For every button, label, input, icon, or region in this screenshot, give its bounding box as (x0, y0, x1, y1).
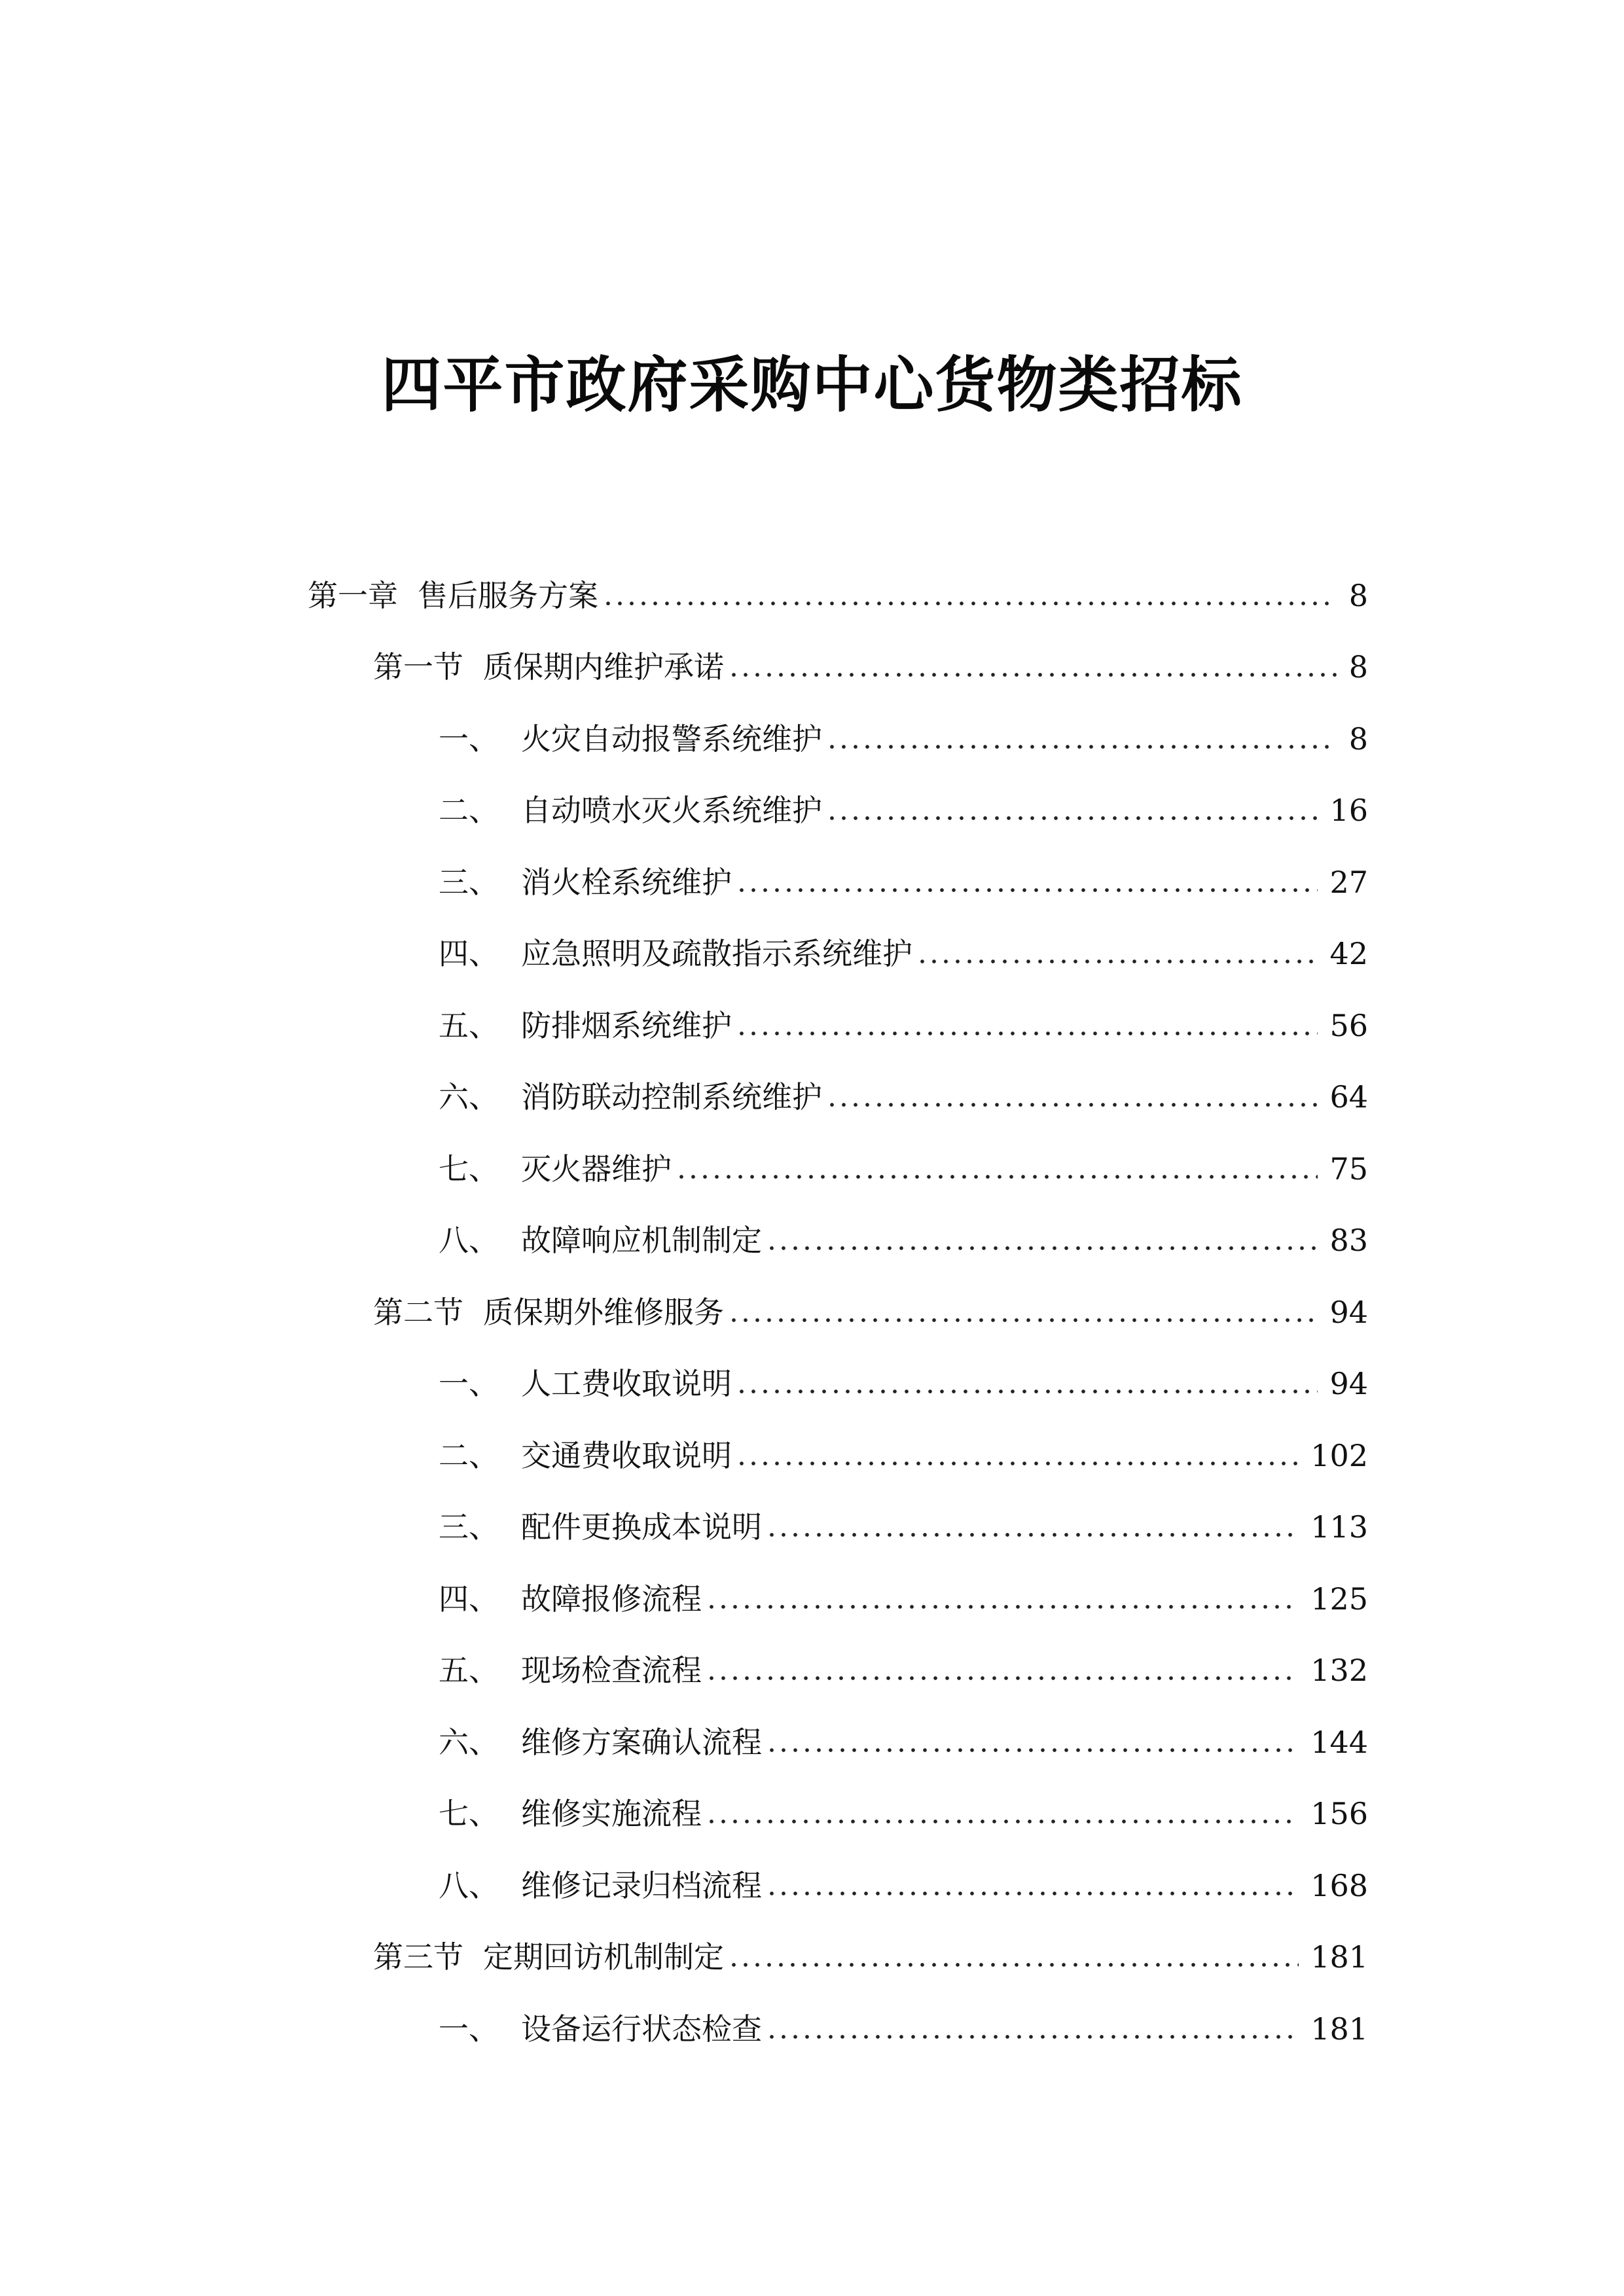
toc-entry-number: 二、 (439, 1437, 499, 1473)
toc-dot-leader (766, 1890, 1299, 1897)
toc-entry-level-3[interactable] (308, 1993, 1368, 2065)
toc-dot-leader (602, 600, 1337, 607)
toc-dot-leader (706, 1818, 1299, 1825)
toc-page-number: 16 (1329, 793, 1368, 829)
toc-entry-number: 六、 (439, 1724, 499, 1760)
toc-entry-level-2[interactable] (308, 1922, 1368, 1994)
toc-entry-number: 一、 (439, 721, 499, 757)
toc-entry-level-3[interactable] (308, 1062, 1368, 1134)
toc-entry-level-3[interactable] (308, 846, 1368, 918)
toc-dot-leader (826, 815, 1318, 821)
toc-entry-number: 第三节 (373, 1939, 463, 1975)
toc-entry-level-3[interactable] (308, 1492, 1368, 1564)
toc-entry-number: 一、 (439, 2011, 499, 2047)
toc-dot-leader (736, 887, 1318, 893)
toc-entry-title: 售后服务方案 (418, 577, 598, 613)
toc-dot-leader (736, 1460, 1299, 1467)
toc-page-number: 83 (1329, 1223, 1368, 1259)
toc-entry-title: 故障报修流程 (521, 1581, 702, 1617)
toc-dot-leader (728, 1962, 1299, 1968)
toc-entry-level-2[interactable] (308, 632, 1368, 704)
toc-dot-leader (676, 1174, 1318, 1180)
toc-entry-number: 二、 (439, 793, 499, 829)
toc-entry-title: 人工费收取说明 (521, 1366, 732, 1402)
toc-entry-title: 应急照明及疏散指示系统维护 (521, 936, 912, 972)
toc-page-number: 75 (1329, 1151, 1368, 1187)
toc-entry-number: 七、 (439, 1151, 499, 1187)
toc-page-number: 94 (1329, 1294, 1368, 1330)
toc-page-number: 8 (1348, 649, 1368, 685)
toc-page-number: 42 (1329, 936, 1368, 972)
toc-dot-leader (736, 1388, 1318, 1395)
toc-entry-title: 质保期内维护承诺 (483, 649, 724, 685)
toc-entry-title: 防排烟系统维护 (521, 1007, 732, 1043)
toc-entry-title: 火灾自动报警系统维护 (521, 721, 822, 757)
toc-entry-title: 消防联动控制系统维护 (521, 1079, 822, 1115)
toc-entry-level-3[interactable] (308, 990, 1368, 1062)
toc-page-number: 181 (1310, 1939, 1368, 1975)
toc-entry-level-3[interactable] (308, 775, 1368, 847)
toc-page-number: 156 (1310, 1796, 1368, 1832)
table-of-contents (308, 560, 1368, 2065)
toc-entry-level-3[interactable] (308, 1778, 1368, 1850)
toc-page-number: 56 (1329, 1007, 1368, 1043)
toc-dot-leader (766, 2034, 1299, 2040)
toc-dot-leader (916, 958, 1318, 965)
toc-entry-level-3[interactable] (308, 703, 1368, 775)
toc-entry-number: 八、 (439, 1223, 499, 1259)
toc-entry-level-3[interactable] (308, 1420, 1368, 1492)
toc-entry-title: 灭火器维护 (521, 1151, 672, 1187)
toc-entry-title: 交通费收取说明 (521, 1437, 732, 1473)
toc-page-number: 8 (1348, 577, 1368, 613)
toc-entry-title: 配件更换成本说明 (521, 1509, 762, 1545)
toc-page-number: 64 (1329, 1079, 1368, 1115)
toc-entry-number: 四、 (439, 936, 499, 972)
toc-entry-number: 七、 (439, 1796, 499, 1832)
toc-entry-level-2[interactable] (308, 1276, 1368, 1348)
toc-entry-level-3[interactable] (308, 918, 1368, 990)
toc-page-number: 132 (1310, 1653, 1368, 1689)
toc-dot-leader (766, 1747, 1299, 1753)
document-title: 四平市政府采购中心货物类招标 (381, 350, 1243, 420)
toc-entry-level-3[interactable] (308, 1348, 1368, 1420)
toc-page-number: 125 (1310, 1581, 1368, 1617)
toc-entry-title: 维修方案确认流程 (521, 1724, 762, 1760)
toc-entry-level-3[interactable] (308, 1635, 1368, 1707)
toc-entry-number: 第一节 (373, 649, 463, 685)
toc-page-number: 94 (1329, 1366, 1368, 1402)
toc-dot-leader (728, 672, 1337, 678)
toc-page-number: 181 (1310, 2011, 1368, 2047)
toc-entry-number: 三、 (439, 1509, 499, 1545)
toc-entry-level-3[interactable] (308, 1133, 1368, 1205)
toc-entry-title: 故障响应机制制定 (521, 1223, 762, 1259)
toc-entry-level-3[interactable] (308, 1850, 1368, 1922)
toc-entry-title: 维修记录归档流程 (521, 1867, 762, 1903)
toc-entry-number: 五、 (439, 1653, 499, 1689)
toc-page-number: 168 (1310, 1867, 1368, 1903)
toc-dot-leader (766, 1245, 1318, 1251)
toc-entry-number: 四、 (439, 1581, 499, 1617)
toc-entry-title: 维修实施流程 (521, 1796, 702, 1832)
toc-entry-title: 定期回访机制制定 (483, 1939, 724, 1975)
toc-page-number: 102 (1310, 1437, 1368, 1473)
toc-entry-title: 消火栓系统维护 (521, 864, 732, 900)
toc-page-number: 8 (1348, 721, 1368, 757)
toc-entry-level-3[interactable] (308, 1706, 1368, 1778)
toc-entry-title: 自动喷水灭火系统维护 (521, 793, 822, 829)
toc-dot-leader (728, 1317, 1318, 1323)
toc-dot-leader (736, 1030, 1318, 1037)
toc-entry-level-3[interactable] (308, 1563, 1368, 1635)
toc-dot-leader (826, 1102, 1318, 1108)
toc-entry-title: 设备运行状态检查 (521, 2011, 762, 2047)
toc-entry-level-3[interactable] (308, 1205, 1368, 1277)
toc-dot-leader (766, 1532, 1299, 1538)
toc-entry-level-1[interactable] (308, 560, 1368, 632)
toc-entry-number: 第二节 (373, 1294, 463, 1330)
toc-page-number: 144 (1310, 1724, 1368, 1760)
toc-dot-leader (706, 1675, 1299, 1681)
toc-entry-number: 八、 (439, 1867, 499, 1903)
toc-entry-number: 三、 (439, 864, 499, 900)
toc-entry-number: 六、 (439, 1079, 499, 1115)
toc-dot-leader (826, 744, 1337, 750)
toc-entry-number: 第一章 (308, 577, 398, 613)
toc-page-number: 113 (1310, 1509, 1368, 1545)
toc-entry-number: 一、 (439, 1366, 499, 1402)
toc-entry-title: 现场检查流程 (521, 1653, 702, 1689)
toc-page-number: 27 (1329, 864, 1368, 900)
toc-entry-number: 五、 (439, 1007, 499, 1043)
toc-dot-leader (706, 1604, 1299, 1610)
toc-entry-title: 质保期外维修服务 (483, 1294, 724, 1330)
